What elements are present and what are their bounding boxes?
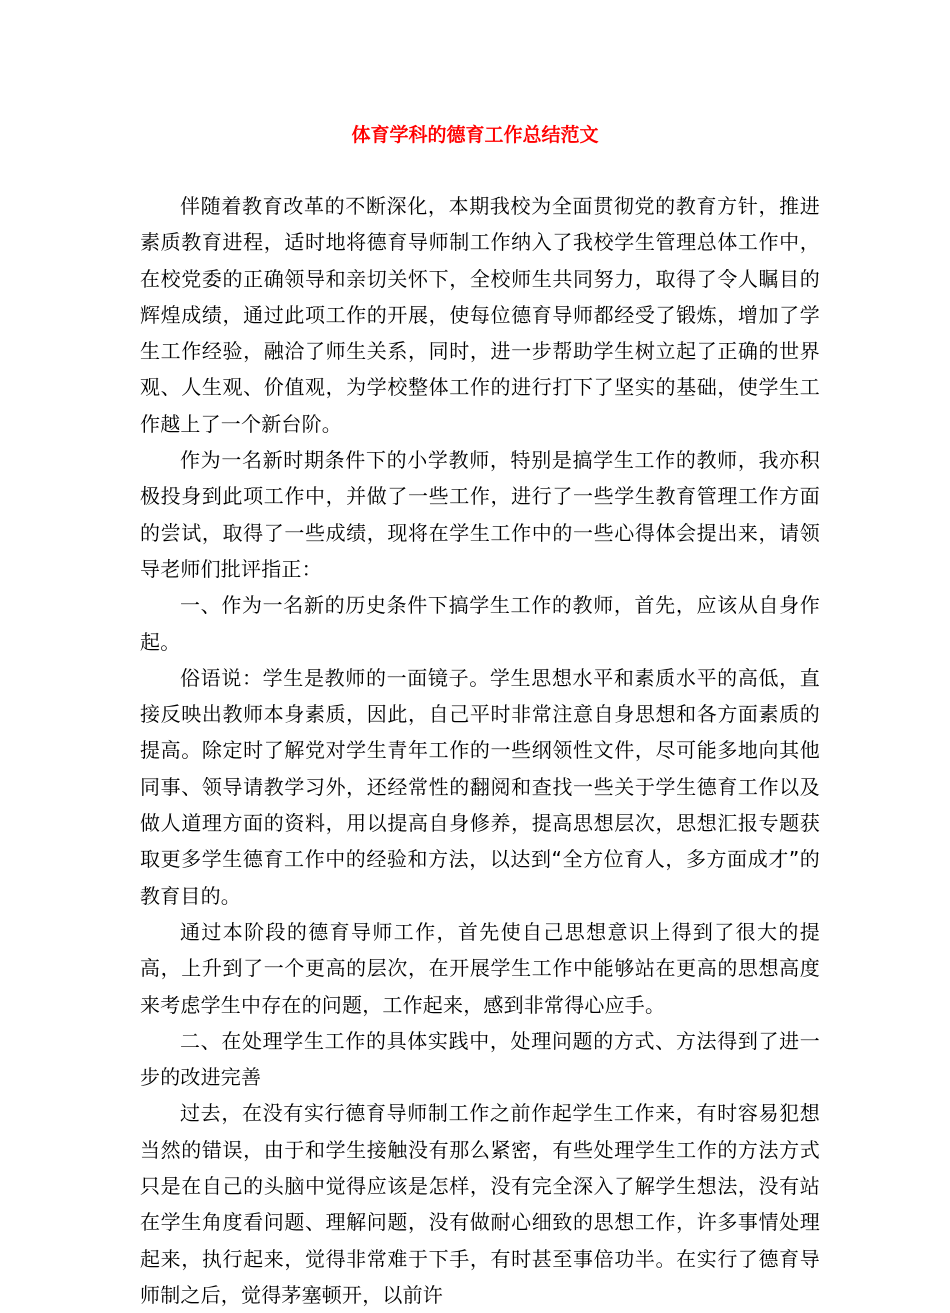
paragraph-self-statement: 作为一名新时期条件下的小学教师，特别是搞学生工作的教师，我亦积极投身到此项工作中，并做了一些工作，进行了一些学生教育管理工作方面的尝试，取得了一些成绩，现将在学生工作中的一些心得体会提出来，请领导老师们批评指正： — [140, 448, 820, 581]
paragraph-proverb: 俗语说：学生是教师的一面镜子。学生思想水平和素质水平的高低，直接反映出教师本身素质，因此，自己平时非常注意自身思想和各方面素质的提高。除定时了解党对学生青年工作的一些纲领性文件，尽可能多地向其他同事、领导请教学习外，还经常性的翻阅和查找一些关于学生德育工作以及做人道理方面的资料，用以提高自身修养，提高思想层次，思想汇报专题获取更多学生德育工作中的经验和方法，以达到“全方位育人，多方面成才”的教育目的。 — [140, 665, 820, 908]
section-heading-one: 一、作为一名新的历史条件下搞学生工作的教师，首先，应该从自身作起。 — [140, 593, 820, 654]
document-title: 体育学科的德育工作总结范文 — [351, 124, 599, 146]
paragraph-past-practice: 过去，在没有实行德育导师制工作之前作起学生工作来，有时容易犯想当然的错误，由于和学生接触没有那么紧密，有些处理学生工作的方法方式只是在自己的头脑中觉得应该是怎样，没有完全深入了解学生想法，没有站在学生角度看问题、理解问题，没有做耐心细致的思想工作，许多事情处理起来，执行起来，觉得非常难于下手，有时甚至事倍功半。在实行了德育导师制之后，觉得茅塞顿开，以前许 — [140, 1101, 820, 1307]
section-heading-two: 二、在处理学生工作的具体实践中，处理问题的方式、方法得到了进一步的改进完善 — [140, 1028, 820, 1090]
paragraph-intro: 伴随着教育改革的不断深化，本期我校为全面贯彻党的教育方针，推进素质教育进程，适时地将德育导师制工作纳入了我校学生管理总体工作中，在校党委的正确领导和亲切关怀下，全校师生共同努力，取得了令人瞩目的辉煌成绩，通过此项工作的开展，使每位德育导师都经受了锻炼，增加了学生工作经验，融洽了师生关系，同时，进一步帮助学生树立起了正确的世界观、人生观、价值观，为学校整体工作的进行打下了坚实的基础，使学生工作越上了一个新台阶。 — [140, 194, 820, 436]
paragraph-improvement: 通过本阶段的德育导师工作，首先使自己思想意识上得到了很大的提高，上升到了一个更高的层次，在开展学生工作中能够站在更高的思想高度来考虑学生中存在的问题，工作起来，感到非常得心应手。 — [140, 919, 820, 1017]
document-body — [140, 188, 820, 1313]
